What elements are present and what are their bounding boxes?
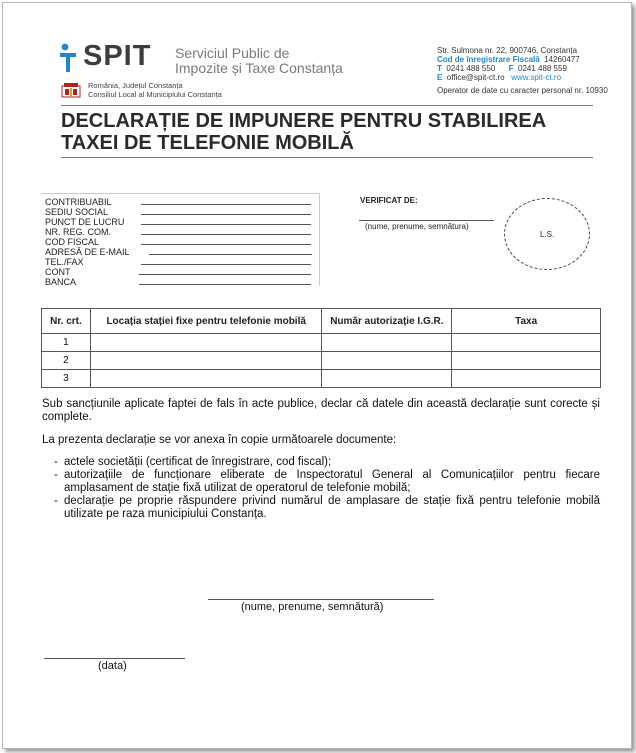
field-label: NR. REG. COM.	[45, 227, 112, 237]
field-line[interactable]	[141, 264, 311, 265]
location-cell[interactable]	[90, 370, 322, 388]
contact-block: Str. Sulmona nr. 22, 900746, Constanța Cod de înregistrare Fiscală 14260477 T 0241 488 550 F 0241 488 559 E office@spit-ct.ro www.spit-ct.ro Operator de date cu caracter personal nr. 10930	[437, 46, 608, 95]
field-line[interactable]	[141, 244, 311, 245]
email-link[interactable]: office@spit-ct.ro	[446, 73, 505, 82]
authorization-cell[interactable]	[322, 370, 452, 388]
field-label: SEDIU SOCIAL	[45, 207, 109, 217]
logo-text: SPIT	[83, 40, 152, 72]
title-bottom-rule	[61, 157, 593, 158]
list-item: - declarație pe proprie răspundere privind numărul de amplasare de stație fixă pentru telefonie mobilă utilizate pe raza municipiului Constanța.	[54, 495, 600, 521]
tax-cell[interactable]	[452, 370, 601, 388]
address: Str. Sulmona nr. 22, 900746, Constanța	[437, 46, 578, 55]
page-title: DECLARAȚIE DE IMPUNERE PENTRU STABILIREA TAXEI DE TELEFONIE MOBILĂ	[61, 110, 547, 154]
cif-label: Cod de înregistrare Fiscală	[437, 55, 540, 64]
field-line[interactable]	[141, 214, 311, 215]
row-number: 2	[42, 352, 91, 370]
table-header-row	[42, 309, 601, 334]
location-cell[interactable]	[90, 334, 322, 352]
stations-table	[41, 308, 601, 388]
table-row	[42, 370, 601, 388]
tax-cell[interactable]	[452, 334, 601, 352]
table-row	[42, 352, 601, 370]
column-header: Număr autorizație I.G.R.	[322, 309, 452, 334]
list-item: - actele societății (certificat de înregistrare, cod fiscal);	[54, 456, 600, 469]
row-number: 3	[42, 370, 91, 388]
authorization-cell[interactable]	[322, 352, 452, 370]
field-line[interactable]	[139, 284, 311, 285]
cif-value: 14260477	[544, 55, 580, 64]
field-label: CONT	[45, 267, 71, 277]
row-number: 1	[42, 334, 91, 352]
operator-note: Operator de date cu caracter personal nr. 10930	[437, 86, 608, 95]
field-label: BANCA	[45, 277, 77, 287]
verifier-signature-caption: (nume, prenume, semnătura)	[365, 222, 469, 231]
crest-icon	[61, 82, 81, 98]
taxpayer-form	[41, 193, 320, 286]
phone: 0241 488 550	[446, 64, 496, 73]
table-row	[42, 334, 601, 352]
column-header: Nr. crt.	[42, 309, 91, 334]
field-label: PUNCT DE LUCRU	[45, 217, 125, 227]
field-line[interactable]	[139, 274, 311, 275]
stamp-label: L.S.	[540, 230, 555, 239]
declarant-signature-caption: (nume, prenume, semnătură)	[241, 601, 384, 613]
declarant-signature-line[interactable]	[208, 599, 434, 600]
location-cell[interactable]	[90, 352, 322, 370]
annex-list	[54, 456, 600, 521]
field-line[interactable]	[141, 204, 311, 205]
field-label: TEL./FAX	[45, 257, 84, 267]
column-header: Taxa	[452, 309, 601, 334]
field-line[interactable]	[149, 254, 312, 255]
document-page	[2, 2, 632, 749]
verified-by-label: VERIFICAT DE:	[360, 196, 418, 205]
column-header: Locația stației fixe pentru telefonie mobilă	[90, 309, 322, 334]
title-top-rule	[61, 105, 593, 106]
verifier-signature-line[interactable]	[359, 220, 494, 221]
fax: 0241 488 559	[517, 64, 567, 73]
field-label: ADRESĂ DE E-MAIL	[45, 247, 130, 257]
date-caption: (data)	[98, 660, 127, 672]
website-link[interactable]: www.spit-ct.ro	[511, 73, 562, 82]
field-label: CONTRIBUABIL	[45, 197, 112, 207]
declaration-paragraph: Sub sancțiunile aplicate faptei de fals în acte publice, declar că datele din această declarație sunt corecte și complete.	[42, 398, 600, 423]
annex-intro: La prezenta declarație se vor anexa în copie următoarele documente:	[42, 434, 397, 446]
tax-cell[interactable]	[452, 352, 601, 370]
logo-full-name: Serviciul Public de Impozite și Taxe Constanța	[175, 45, 343, 76]
list-item: - autorizațiile de funcționare eliberate de Inspectoratul General al Comunicațiilor pentru fiecare amplasament de stație fixă utilizat de operatorul de telefonie mobilă;	[54, 469, 600, 495]
field-label: COD FISCAL	[45, 237, 100, 247]
field-line[interactable]	[141, 224, 311, 225]
field-line[interactable]	[141, 234, 311, 235]
crest-caption: România, Județul Constanța Consiliul Local al Municipiului Constanța	[88, 81, 222, 99]
spit-logo-icon	[60, 43, 82, 73]
authorization-cell[interactable]	[322, 334, 452, 352]
date-line[interactable]	[44, 658, 185, 659]
